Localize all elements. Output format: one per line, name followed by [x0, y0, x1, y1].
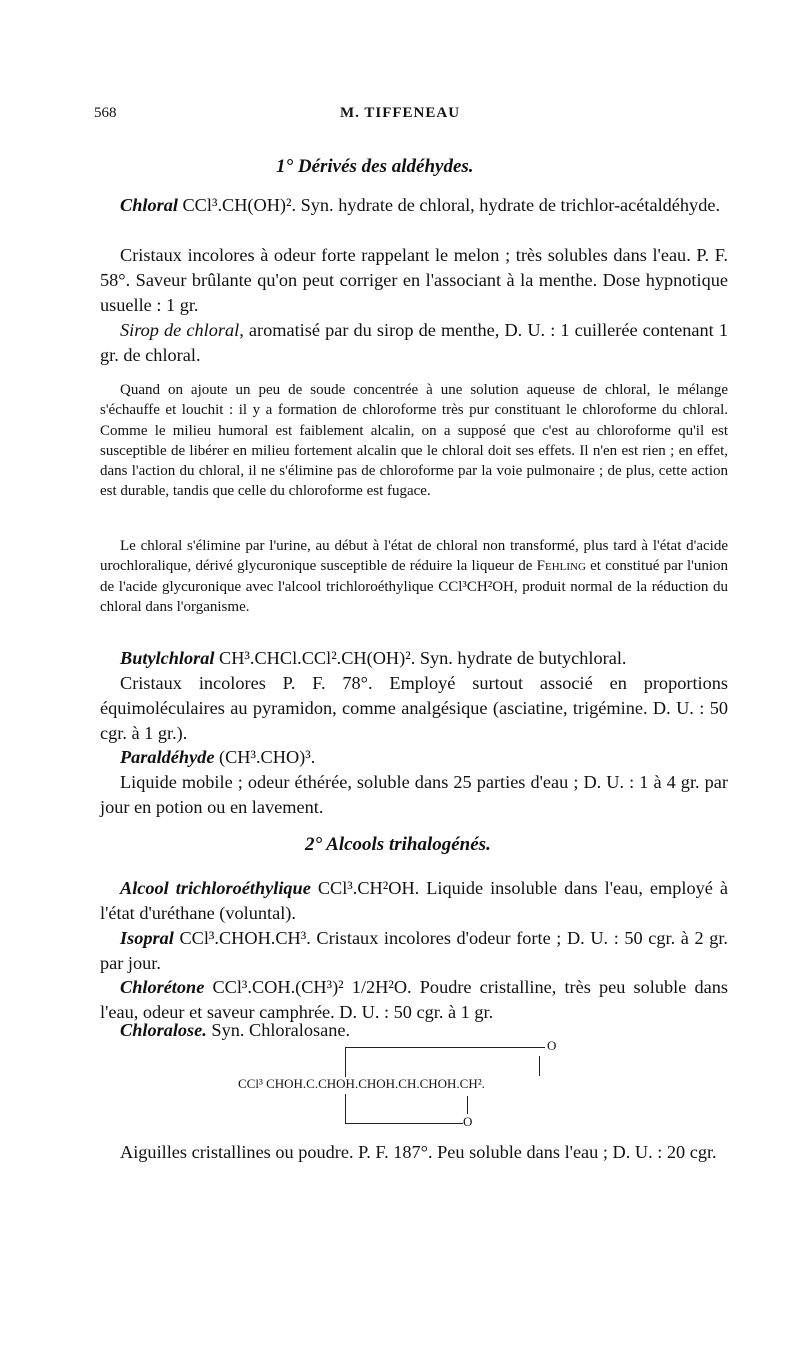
butylchloral-description: Cristaux incolores P. F. 78°. Employé surtout associé en proportions équimoléculaires au pyramidon, comme analgésique (asciatine, trigémine. D. U. : 50 cgr. à 1 gr.).	[100, 673, 728, 743]
chloral-formula-syn: CCl³.CH(OH)². Syn. hydrate de chloral, hydrate de trichlor-acétaldéhyde.	[177, 195, 721, 215]
alcool-entry	[100, 876, 728, 926]
butylchloral-formula: CH³.CHCl.CCl².CH(OH)². Syn. hydrate de butychloral.	[214, 648, 627, 668]
isopral-text: CCl³.CHOH.CH³. Cristaux incolores d'odeur forte ; D. U. : 50 cgr. à 2 gr. par jour.	[100, 928, 728, 973]
formula-top-left-bond	[345, 1047, 346, 1077]
formula-bottom-bond	[345, 1123, 463, 1124]
chloralose-syn: Syn. Chloralosane.	[206, 1020, 351, 1040]
alcool-text: CCl³.CH²OH. Liquide insoluble dans l'eau, employé à l'état d'uréthane (voluntal).	[100, 878, 728, 923]
sirop-chloral	[100, 318, 728, 368]
formula-top-bond	[345, 1047, 545, 1048]
page-number: 568	[94, 105, 117, 121]
formula-oxygen-bottom: O	[463, 1114, 473, 1129]
note-soude: Quand on ajoute un peu de soude concentrée à une solution aqueuse de chloral, le mélange s'échauffe et louchit : il y a formation de chloroforme très pur constituant le chloroforme du chloral. Comme le milieu humoral est faiblement alcalin, on a supposé que c'est au chloroforme qu'il est susceptible de libérer en milieu fortement alcalin que le chloral doit ses effets. Il n'en est rien ; en effet, dans l'action du chloral, il ne s'élimine pas de chloroforme par la voie pulmonaire ; de plus, cette action est durable, tandis que celle du chloroforme est fugace.	[100, 382, 728, 500]
term-chloralose: Chloralose.	[120, 1020, 207, 1040]
paraldehyde-formula: (CH³.CHO)³.	[214, 747, 316, 767]
note-elimination	[100, 536, 728, 617]
sirop-text: aromatisé par du sirop de menthe, D. U. : 1 cuillerée contenant 1 gr. de chloral.	[100, 320, 728, 365]
chloral-entry	[100, 193, 728, 218]
note-elim-b: et constitué par l'union de l'acide glycuronique avec l'alcool trichloroéthylique CCl³CH²OH, produit normal de la réduction du chloral dans l'organisme.	[100, 558, 729, 615]
term-chloral: Chloral	[120, 195, 178, 215]
term-butylchloral: Butylchloral	[120, 648, 215, 668]
term-paraldehyde: Paraldéhyde	[120, 747, 215, 767]
formula-main-chain: CCl³ CHOH.C.CHOH.CHOH.CH.CHOH.CH².	[238, 1076, 485, 1091]
formula-top-right-bond	[539, 1056, 540, 1076]
chloretone-text: CCl³.COH.(CH³)² 1/2H²O. Poudre cristalline, très peu soluble dans l'eau, odeur et saveur camphrée. D. U. : 50 cgr. à 1 gr.	[100, 977, 728, 1022]
section-title-aldehydes: 1° Dérivés des aldéhydes.	[276, 156, 474, 177]
formula-bottom-left-bond	[345, 1094, 346, 1124]
term-isopral: Isopral	[120, 928, 174, 948]
formula-oxygen-top: O	[547, 1038, 557, 1053]
chloralose-structural-formula	[238, 1034, 578, 1130]
term-sirop: Sirop de chloral,	[120, 320, 244, 340]
running-title: M. TIFFENEAU	[340, 105, 461, 121]
formula-bottom-right-bond	[467, 1096, 468, 1114]
isopral-entry	[100, 926, 728, 976]
term-chloretone: Chlorétone	[120, 977, 205, 997]
chloralose-description: Aiguilles cristallines ou poudre. P. F. 187°. Peu soluble dans l'eau ; D. U. : 20 cgr.	[120, 1142, 717, 1162]
butylchloral-entry	[100, 646, 728, 671]
paraldehyde-entry	[100, 745, 728, 770]
paraldehyde-description: Liquide mobile ; odeur éthérée, soluble dans 25 parties d'eau ; D. U. : 1 à 4 gr. par jour en potion ou en lavement.	[100, 772, 728, 817]
section-title-alcools: 2° Alcools trihalogénés.	[305, 834, 491, 855]
note-elim-a: Le chloral s'élimine par l'urine, au début à l'état de chloral non transformé, plus tard à l'état d'acide urochloralique, dérivé glycuronique susceptible de réduire la liqueur de	[100, 538, 728, 575]
term-alcool-trichloroethylique: Alcool trichloroéthylique	[120, 878, 311, 898]
fehling-name: Fehling	[536, 558, 586, 575]
chloral-description: Cristaux incolores à odeur forte rappelant le melon ; très solubles dans l'eau. P. F. 58°. Saveur brûlante qu'on peut corriger en l'associant à la menthe. Dose hypnotique usuelle : 1 gr.	[100, 245, 728, 315]
